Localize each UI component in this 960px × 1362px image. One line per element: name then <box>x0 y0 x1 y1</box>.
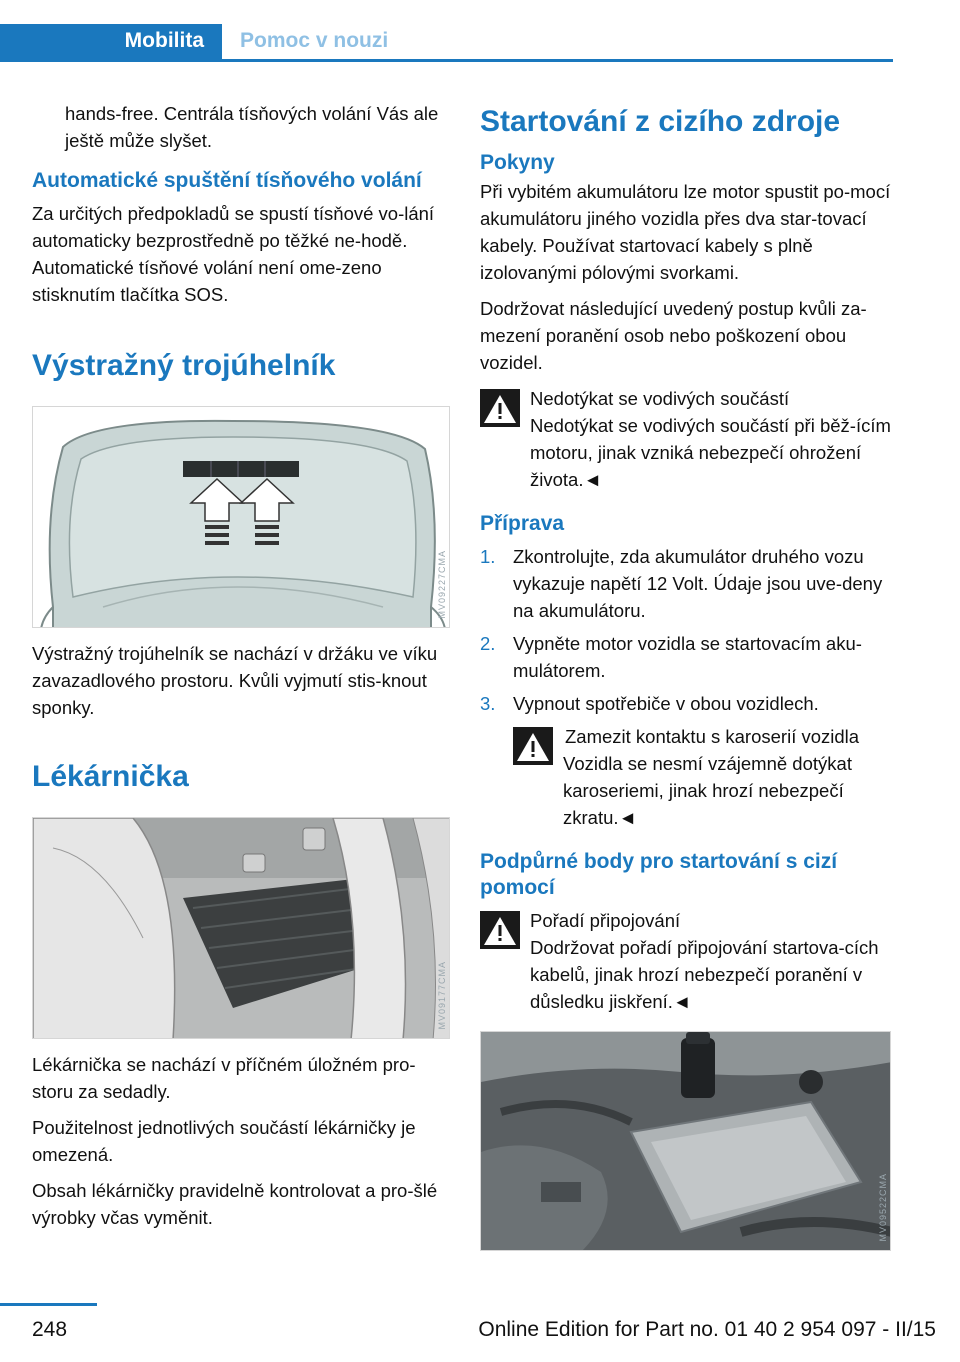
prep-heading: Příprava <box>480 512 565 535</box>
trunk-lid-illustration <box>33 407 450 628</box>
step-text: Zkontrolujte, zda akumulátor druhého vozu vykazuje napětí 12 Volt. Údaje jsou uve-deny na akumulátoru. <box>513 546 883 621</box>
auto-call-heading: Automatické spuštění tísňového volání <box>32 169 422 192</box>
engine-bay-illustration <box>481 1032 891 1251</box>
edition-text: Online Edition for Part no. 01 40 2 954 097 - II/15 <box>478 1318 936 1341</box>
triangle-heading: Výstražný trojúhelník <box>32 349 336 382</box>
header-rule <box>0 59 893 62</box>
left-column <box>32 100 450 1240</box>
step-number: 3. <box>480 693 496 714</box>
step-text: Vypněte motor vozidla se startovacím aku-mulátorem. <box>513 633 862 681</box>
warning-title: Nedotýkat se vodivých součástí <box>530 388 790 409</box>
notes-paragraph-2: Dodržovat následující uvedený postup kvůli za-mezení poranění osob nebo poškození obou vozidel. <box>480 298 867 373</box>
prep-steps-list <box>480 543 895 717</box>
auto-call-paragraph: Za určitých předpokladů se spustí tísňové vo-lání automaticky bezprostředně po těžké ne-hodě. Automatické tísňové volání není ome-zeno stisknutím tlačítka SOS. <box>32 203 435 305</box>
warning-block-bodywork <box>480 723 895 831</box>
step-number: 1. <box>480 546 496 567</box>
warning-triangle-icon <box>480 911 520 949</box>
section-tab-mobilita <box>0 24 222 62</box>
firstaid-paragraph-1: Lékárnička se nachází v příčném úložném pro-storu za sedadly. <box>32 1054 416 1102</box>
figure-code: MV09227CMA <box>437 550 447 619</box>
triangle-paragraph: Výstražný trojúhelník se nachází v držáku ve víku zavazadlového prostoru. Kvůli vyjmutí stis-knout sponky. <box>32 643 438 718</box>
list-item <box>480 630 895 684</box>
list-item <box>480 543 895 624</box>
right-column <box>480 100 895 1251</box>
intro-paragraph: hands-free. Centrála tísňových volání Vás ale ještě může slyšet. <box>65 103 439 151</box>
step-number: 2. <box>480 633 496 654</box>
step-text: Vypnout spotřebiče v obou vozidlech. <box>513 693 819 714</box>
figure-code: MV09177CMA <box>437 961 447 1030</box>
list-item <box>480 690 895 717</box>
support-heading: Podpůrné body pro startování s cizí pomocí <box>480 850 838 899</box>
warning-triangle-icon <box>480 389 520 427</box>
figure-code: MV09522CMA <box>878 1173 888 1242</box>
notes-heading: Pokyny <box>480 151 555 174</box>
warning-block-order <box>480 907 895 1015</box>
page-header <box>0 0 960 62</box>
warning-triangle-icon <box>513 727 553 765</box>
seat-area-figure <box>32 817 450 1039</box>
warning-block-conductive <box>480 385 895 493</box>
trunk-lid-figure <box>32 406 450 628</box>
section-tab-label: Mobilita <box>124 29 204 52</box>
subsection-tab-label: Pomoc v nouzi <box>240 29 389 52</box>
warning-text: Dodržovat pořadí připojování startova-cích kabelů, jinak hrozí nebezpečí poranění v důsledku jiskření.◄ <box>530 937 879 1012</box>
engine-bay-figure <box>480 1031 891 1251</box>
warning-title: Pořadí připojování <box>530 910 681 931</box>
warning-text-line: Vozidla se nesmí vzájemně dotýkat karoseriemi, jinak hrozí nebezpečí zkratu.◄ <box>563 753 852 828</box>
jumpstart-heading: Startování z cizího zdroje <box>480 105 841 138</box>
firstaid-paragraph-2: Použitelnost jednotlivých součástí lékárničky je omezená. <box>32 1117 416 1165</box>
page-number: 248 <box>32 1318 68 1341</box>
firstaid-paragraph-3: Obsah lékárničky pravidelně kontrolovat a pro-šlé výrobky včas vyměnit. <box>32 1180 438 1228</box>
seat-area-illustration <box>33 818 450 1039</box>
footer-rule <box>0 1303 97 1306</box>
firstaid-heading: Lékárnička <box>32 760 189 793</box>
warning-title: Zamezit kontaktu s karoserií vozidla <box>565 726 860 747</box>
notes-paragraph-1: Při vybitém akumulátoru lze motor spustit po-mocí akumulátoru jiného vozidla přes dva star-tovací kabely. Používat startovací kabely s plně izolovanými pólovými svorkami. <box>480 181 891 283</box>
warning-text: Nedotýkat se vodivých součástí při běž-ícím motoru, jinak vzniká nebezpečí ohrožení života.◄ <box>530 415 891 490</box>
